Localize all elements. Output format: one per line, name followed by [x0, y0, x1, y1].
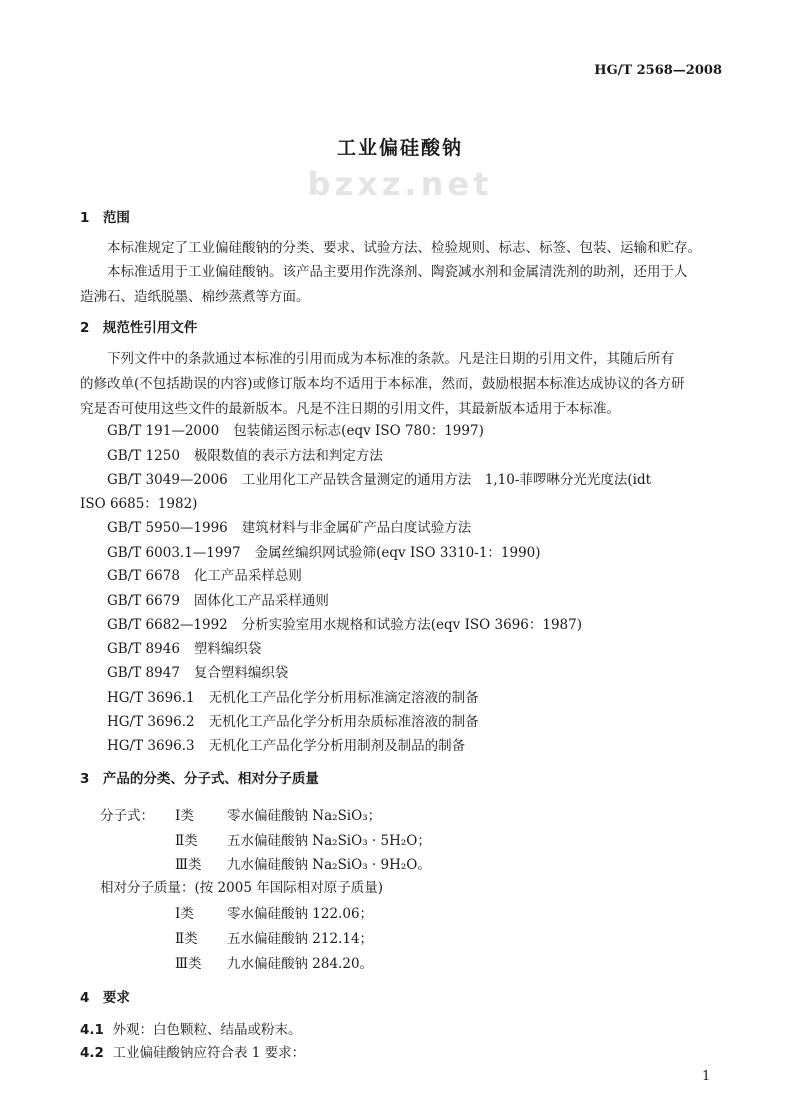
class-text: 九水偏硅酸钠 Na₂SiO₃ · 9H₂O。 — [227, 857, 431, 873]
reference-title: 无机化工产品化学分析用制剂及制品的制备 — [208, 738, 466, 754]
paragraph-line: 本标准适用于工业偏硅酸钠。该产品主要用作洗涤剂、陶瓷减水剂和金属清洗剂的助剂，还用于人 — [107, 264, 688, 280]
section-4-heading: 4 要求 — [80, 990, 130, 1006]
reference-code: HG/T 3696.1 — [107, 690, 195, 706]
reference-item — [107, 640, 261, 658]
formula-label: 分子式： — [100, 808, 154, 824]
reference-item — [107, 592, 329, 610]
reference-title: 建筑材料与非金属矿产品白度试验方法 — [241, 520, 472, 536]
class-label: Ⅰ类 — [175, 808, 194, 824]
formula-row — [175, 807, 381, 825]
reference-code: GB/T 1250 — [107, 448, 180, 464]
reference-title: 无机化工产品化学分析用标准滴定溶液的制备 — [208, 690, 479, 706]
reference-item — [107, 713, 479, 731]
class-text: 五水偏硅酸钠 Na₂SiO₃ · 5H₂O； — [227, 833, 431, 849]
section-1-heading: 1 范围 — [80, 210, 130, 226]
class-text: 零水偏硅酸钠 Na₂SiO₃； — [227, 808, 382, 824]
section-2-heading: 2 规范性引用文件 — [80, 320, 198, 336]
mass-row — [175, 930, 373, 948]
paragraph-line: 究是否可使用这些文件的最新版本。凡是不注日期的引用文件，其最新版本适用于本标准。 — [80, 401, 620, 417]
reference-title: 塑料编织袋 — [193, 641, 262, 657]
reference-title: 分析实验室用水规格和试验方法(eqv ISO 3696：1987) — [241, 617, 583, 633]
clause-4-1 — [80, 1021, 302, 1039]
clause-4-2 — [80, 1044, 305, 1062]
page-title: 工业偏硅酸钠 — [336, 137, 463, 159]
paragraph-line: 的修改单(不包括勘误的内容)或修订版本均不适用于本标准，然而，鼓励根据本标准达成协议的各方研 — [80, 376, 685, 392]
reference-code: GB/T 5950—1996 — [107, 520, 228, 536]
reference-code: HG/T 3696.3 — [107, 738, 195, 754]
formula-row — [175, 856, 431, 874]
reference-item — [107, 447, 383, 465]
reference-code: GB/T 6678 — [107, 568, 180, 584]
reference-item — [107, 689, 479, 707]
reference-title: 工业用化工产品铁含量测定的通用方法 1,10-菲啰啉分光光度法(idt — [241, 472, 652, 488]
reference-title: 固体化工产品采样通则 — [193, 593, 329, 609]
clause-number: 4.2 — [80, 1045, 104, 1061]
reference-title: 无机化工产品化学分析用杂质标准溶液的制备 — [208, 714, 479, 730]
clause-text: 工业偏硅酸钠应符合表 1 要求： — [112, 1045, 306, 1061]
reference-title: 金属丝编织网试验筛(eqv ISO 3310-1：1990) — [254, 545, 541, 561]
reference-title: 复合塑料编织袋 — [193, 665, 289, 681]
reference-item — [107, 519, 471, 537]
reference-item — [107, 544, 541, 562]
mass-row — [175, 905, 373, 923]
mass-row — [175, 955, 373, 973]
reference-code: GB/T 8946 — [107, 641, 180, 657]
class-label: Ⅱ类 — [175, 833, 198, 849]
reference-item — [107, 737, 465, 755]
reference-code: GB/T 8947 — [107, 665, 180, 681]
paragraph-line: 造沸石、造纸脱墨、棉纱蒸煮等方面。 — [80, 289, 310, 305]
clause-number: 4.1 — [80, 1022, 104, 1038]
reference-title: 极限数值的表示方法和判定方法 — [193, 448, 383, 464]
class-text: 五水偏硅酸钠 212.14； — [227, 931, 374, 947]
reference-item — [107, 422, 484, 440]
class-label: Ⅲ类 — [175, 956, 202, 972]
reference-code: HG/T 3696.2 — [107, 714, 195, 730]
class-text: 零水偏硅酸钠 122.06； — [227, 906, 374, 922]
class-label: Ⅰ类 — [175, 906, 194, 922]
page-number: 1 — [702, 1069, 711, 1084]
mass-label: 相对分子质量：(按 2005 年国际相对原子质量) — [100, 880, 383, 896]
reference-item — [107, 471, 651, 489]
paragraph-line: 下列文件中的条款通过本标准的引用而成为本标准的条款。凡是注日期的引用文件，其随后所有 — [107, 351, 674, 367]
watermark: bzxz.net — [307, 165, 493, 203]
clause-text: 外观：白色颗粒、结晶或粉末。 — [112, 1022, 302, 1038]
reference-code: GB/T 6679 — [107, 593, 180, 609]
reference-continuation: ISO 6685：1982) — [80, 496, 198, 512]
section-3-heading: 3 产品的分类、分子式、相对分子质量 — [80, 771, 319, 787]
class-label: Ⅱ类 — [175, 931, 198, 947]
reference-item — [107, 567, 302, 585]
class-label: Ⅲ类 — [175, 857, 202, 873]
formula-row — [175, 832, 431, 850]
paragraph-line: 本标准规定了工业偏硅酸钠的分类、要求、试验方法、检验规则、标志、标签、包装、运输和贮存。 — [107, 240, 701, 256]
reference-item — [107, 616, 582, 634]
class-text: 九水偏硅酸钠 284.20。 — [227, 956, 374, 972]
reference-item — [107, 664, 288, 682]
reference-code: GB/T 3049—2006 — [107, 472, 228, 488]
reference-code: GB/T 6003.1—1997 — [107, 545, 241, 561]
reference-code: GB/T 191—2000 — [107, 423, 220, 439]
reference-code: GB/T 6682—1992 — [107, 617, 228, 633]
reference-title: 包装储运图示标志(eqv ISO 780：1997) — [233, 423, 484, 439]
reference-title: 化工产品采样总则 — [193, 568, 302, 584]
standard-number: HG/T 2568—2008 — [594, 63, 722, 78]
